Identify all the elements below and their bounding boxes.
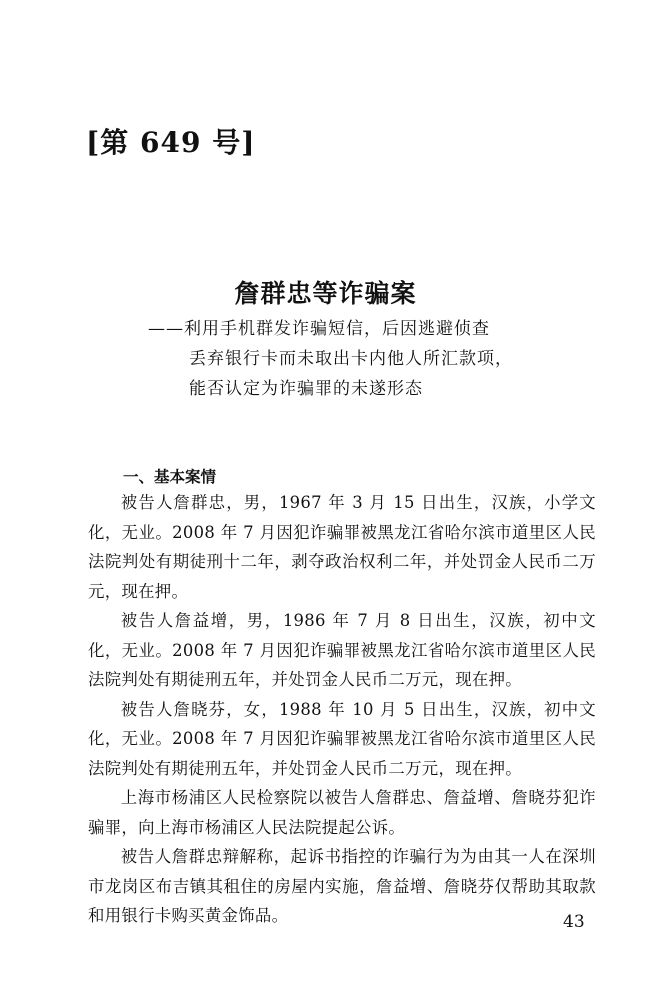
case-title: 詹群忠等诈骗案: [234, 279, 417, 308]
case-subtitle-line-3: 能否认定为诈骗罪的未遂形态: [189, 379, 423, 399]
paragraph-defendant-3: 被告人詹晓芬，女，1988 年 10 月 5 日出生，汉族，初中文化，无业。2008 年 7 月因犯诈骗罪被黑龙江省哈尔滨市道里区人民法院判处有期徒刑五年，并处罚金人民币二万元，现在押。: [88, 699, 596, 778]
paragraph-defendant-2: 被告人詹益增，男，1986 年 7 月 8 日出生，汉族，初中文化，无业。2008 年 7 月因犯诈骗罪被黑龙江省哈尔滨市道里区人民法院判处有期徒刑五年，并处罚金人民币二万元，现在押。: [88, 611, 596, 689]
paragraph-prosecution: 上海市杨浦区人民检察院以被告人詹群忠、詹益增、詹晓芬犯诈骗罪，向上海市杨浦区人民法院提起公诉。: [88, 788, 596, 837]
paragraph-defendant-1: 被告人詹群忠，男，1967 年 3 月 15 日出生，汉族，小学文化，无业。2008 年 7 月因犯诈骗罪被黑龙江省哈尔滨市道里区人民法院判处有期徒刑十二年，剥夺政治权利二年，并处罚金人民币二万元，现在押。: [88, 493, 596, 601]
case-subtitle-line-2: 丢弃银行卡而未取出卡内他人所汇款项，: [189, 349, 513, 369]
body-text: [88, 488, 596, 931]
section-heading: 一、基本案情: [123, 468, 217, 486]
case-number: [第 649 号]: [86, 126, 256, 159]
paragraph-defense: 被告人詹群忠辩解称，起诉书指控的诈骗行为为由其一人在深圳市龙岗区布吉镇其租住的房屋内实施，詹益增、詹晓芬仅帮助其取款和用银行卡购买黄金饰品。: [88, 847, 596, 925]
case-subtitle-line-1: ——利用手机群发诈骗短信，后因逃避侦查: [148, 319, 490, 339]
page-number: 43: [563, 912, 585, 932]
